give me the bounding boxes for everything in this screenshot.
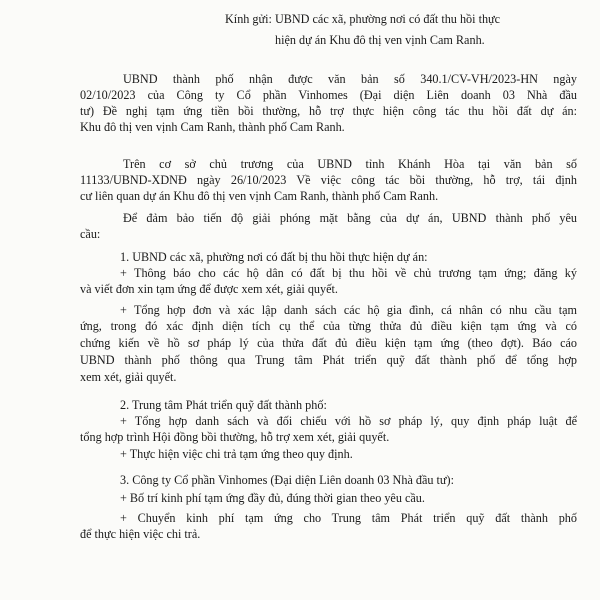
section-2-heading: 2. Trung tâm Phát triển quỹ đất thành phố: [120,398,327,412]
section-3-bullet-2-line-1: + Chuyển kinh phí tạm ứng cho Trung tâm Phát triển quỹ đất thành phố [120,511,577,525]
section-1-bullet-2-line-5: xem xét, giải quyết. [80,370,177,384]
paragraph-3-line-1: Để đảm bảo tiến độ giải phóng mặt bằng của dự án, UBND thành phố yêu [123,211,577,225]
section-1-bullet-2-line-4: UBND thành phố thông qua Trung tâm Phát triển quỹ đất thành phố để tổng hợp [80,353,577,367]
greeting-line-1: Kính gửi: UBND các xã, phường nơi có đất thu hồi thực [225,12,501,26]
greeting-line-2: hiện dự án Khu đô thị ven vịnh Cam Ranh. [275,33,485,47]
section-1-bullet-1-line-1: + Thông báo cho các hộ dân có đất bị thu hồi về chủ trương tạm ứng; đăng ký [120,266,577,280]
paragraph-1-line-3: tư) Đề nghị tạm ứng tiền bồi thường, hỗ trợ thực hiện công tác thu hồi đất dự án: [80,104,577,118]
paragraph-2-line-3: cư liên quan dự án Khu đô thị ven vịnh Cam Ranh, thành phố Cam Ranh. [80,189,439,203]
paragraph-1-line-4: Khu đô thị ven vịnh Cam Ranh, thành phố Cam Ranh. [80,120,345,134]
section-1-heading: 1. UBND các xã, phường nơi có đất bị thu hồi thực hiện dự án: [120,250,428,264]
section-2-bullet-1-line-2: tổng hợp trình Hội đồng bồi thường, hỗ trợ xem xét, giải quyết. [80,430,390,444]
paragraph-1-line-2: 02/10/2023 của Công ty Cổ phần Vinhomes (Đại diện Liên doanh 03 Nhà đầu [80,88,577,102]
section-1-bullet-1-line-2: và viết đơn xin tạm ứng để được xem xét, giải quyết. [80,282,338,296]
section-3-bullet-2-line-2: để thực hiện việc chi trả. [80,527,201,541]
section-1-bullet-2-line-2: ứng, trong đó xác định diện tích cụ thể của từng thửa đủ điều kiện tạm ứng và có [80,319,577,333]
section-2-bullet-2-line-1: + Thực hiện việc chi trả tạm ứng theo quy định. [120,447,353,461]
section-3-heading: 3. Công ty Cổ phần Vinhomes (Đại diện Liên doanh 03 Nhà đầu tư): [120,473,454,487]
section-3-bullet-1-line-1: + Bố trí kinh phí tạm ứng đầy đủ, đúng thời gian theo yêu cầu. [120,491,425,505]
section-2-bullet-1-line-1: + Tổng hợp danh sách và đối chiếu với hồ sơ pháp lý, quy định pháp luật để [120,414,577,428]
section-1-bullet-2-line-3: chứng kiến về hồ sơ pháp lý của thửa đất đủ điều kiện tạm ứng (theo đợt). Báo cáo [80,336,577,350]
paragraph-3-line-2: cầu: [80,227,101,241]
section-1-bullet-2-line-1: + Tổng hợp đơn và xác lập danh sách các hộ gia đình, cá nhân có nhu cầu tạm [120,303,577,317]
paragraph-2-line-1: Trên cơ sở chủ trương của UBND tỉnh Khánh Hòa tại văn bản số [123,157,577,171]
paragraph-2-line-2: 11133/UBND-XDNĐ ngày 26/10/2023 Về việc công tác bồi thường, hỗ trợ, tái định [80,173,577,187]
paragraph-1-line-1: UBND thành phố nhận được văn bản số 340.1/CV-VH/2023-HN ngày [123,72,577,86]
